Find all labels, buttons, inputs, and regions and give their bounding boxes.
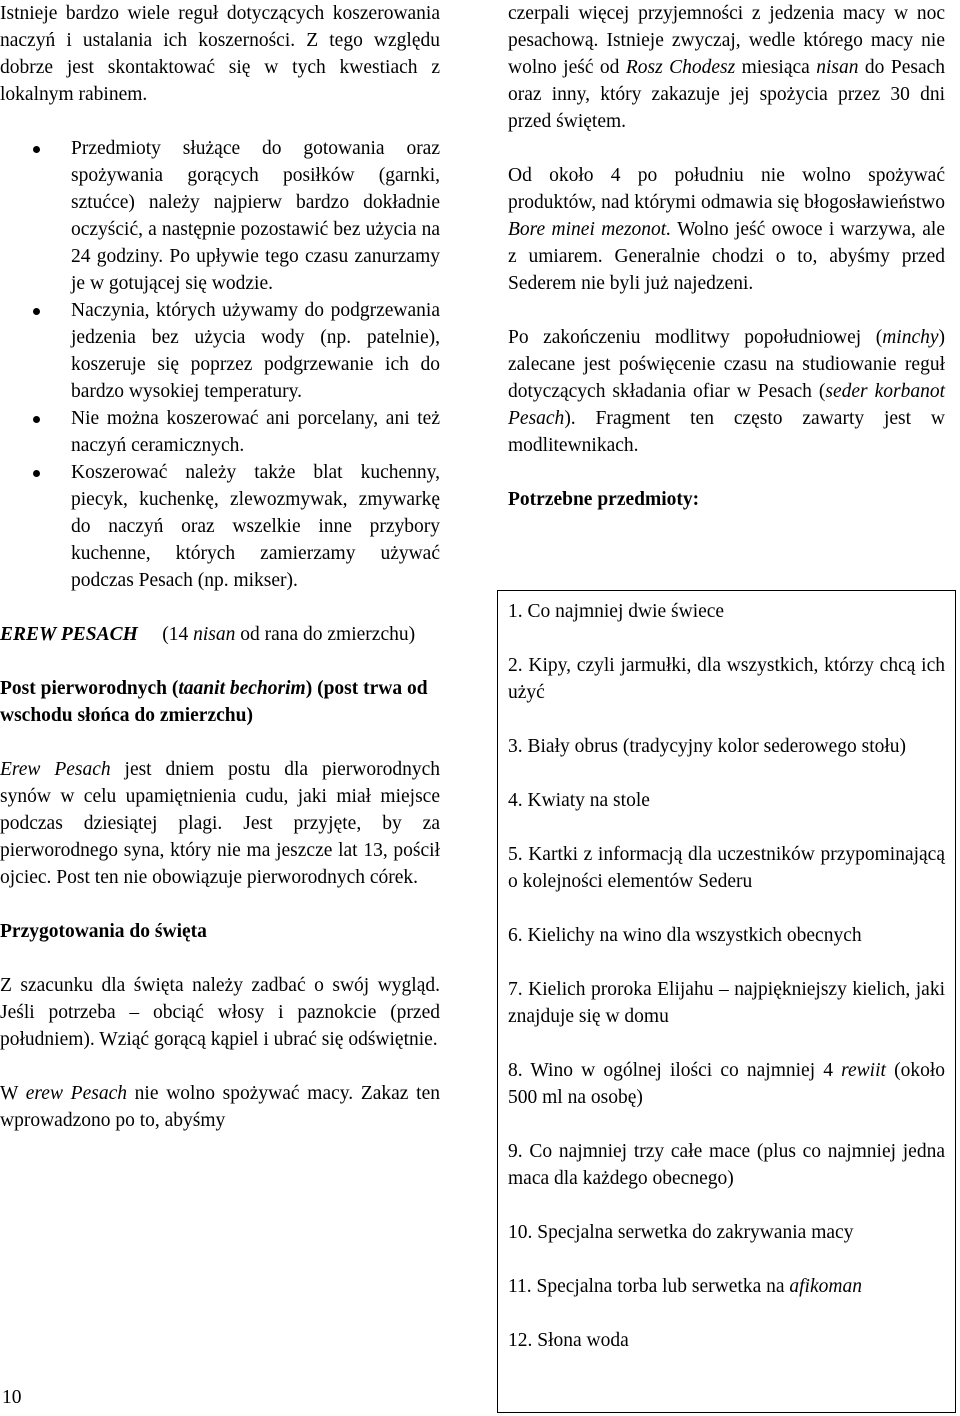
erew-sub-a: (14 — [162, 624, 194, 645]
erew-sub-b: od rana do zmierzchu) — [235, 624, 416, 645]
list-item: 1. Co najmniej dwie świece — [508, 601, 725, 622]
list-item: 3. Biały obrus (tradycyjny kolor sederowego stołu) — [508, 736, 907, 757]
list-item: Koszerować należy także blat kuchenny, piecyk, kuchenkę, zlewozmywak, zmywarkę do naczyń oraz wszelkie inne przybory kuchenne, których zamierzamy używać podczas Pesach (np. mikser). — [0, 459, 440, 594]
post-heading: Post pierworodnych (taanit bechorim) (post trwa od wschodu słońca do zmierzchu) — [0, 678, 428, 726]
needed-items-list — [508, 598, 945, 1354]
list-item: 2. Kipy, czyli jarmułki, dla wszystkich, którzy chcą ich użyć — [508, 655, 945, 703]
list-item: 4. Kwiaty na stole — [508, 790, 650, 811]
list-item: 6. Kielichy na wino dla wszystkich obecnych — [508, 925, 862, 946]
prep-paragraph: Z szacunku dla święta należy zadbać o swój wygląd. Jeśli potrzeba – obciąć włosy i paznokcie (przed południem). Wziąć gorącą kąpiel i ubrać się odświętnie. — [0, 975, 440, 1050]
list-item: 11. Specjalna torba lub serwetka na afikoman — [508, 1276, 862, 1297]
list-item: 12. Słona woda — [508, 1330, 629, 1351]
prayer-paragraph: Po zakończeniu modlitwy popołudniowej (minchy) zalecane jest poświęcenie czasu na studiowanie reguł dotyczących składania ofiar w Pesach (seder korbanot Pesach). Fragment ten często zawarty jest w modlitewnikach. — [508, 327, 945, 456]
page-number: 10 — [2, 1387, 22, 1408]
left-column — [0, 0, 440, 1134]
intro-paragraph: Istnieje bardzo wiele reguł dotyczących koszerowania naczyń i ustalania ich koszerności. Z tego względu dobrze jest skontaktować się w tych kwestiach z lokalnym rabinem. — [0, 3, 440, 105]
list-item: 9. Co najmniej trzy całe mace (plus co najmniej jedna maca dla każdego obecnego) — [508, 1141, 945, 1189]
afternoon-paragraph: Od około 4 po południu nie wolno spożywać produktów, nad którymi odmawia się błogosławieństwo Bore minei mezonot. Wolno jeść owoce i warzywa, ale z umiarem. Generalnie chodzi o to, abyśmy przed Sederem nie byli już najedzeni. — [508, 165, 945, 294]
post-paragraph: Erew Pesach jest dniem postu dla pierworodnych synów w celu upamiętnienia cudu, jaki miał miejsce podczas dziesiątej plagi. Jest przyjęte, by za pierworodnego syna, który nie ma jeszcze lat 13, pościł ojciec. Post ten nie obowiązuje pierworodnych córek. — [0, 759, 441, 888]
erew-heading: EREW PESACH — [0, 624, 138, 645]
right-column — [508, 0, 945, 513]
list-item: Przedmioty służące do gotowania oraz spożywania gorących posiłków (garnki, sztućce) należy najpierw bardzo dokładnie oczyścić, a następnie pozostawić bez użycia na 24 godziny. Po upływie tego czasu zanurzamy je w gotującej się wodzie. — [0, 135, 440, 297]
list-item: 5. Kartki z informacją dla uczestników przypominającą o kolejności elementów Sederu — [508, 844, 945, 892]
list-item: 7. Kielich proroka Elijahu – najpiękniejszy kielich, jaki znajduje się w domu — [508, 979, 945, 1027]
list-item: Naczynia, których używamy do podgrzewania jedzenia bez użycia wody (np. patelnie), koszeruje się poprzez podgrzewanie ich do bardzo wysokiej temperatury. — [0, 297, 440, 405]
koszer-rules-list — [0, 135, 440, 594]
list-item: 10. Specjalna serwetka do zakrywania macy — [508, 1222, 854, 1243]
erew-heading-line — [0, 621, 440, 648]
matza-paragraph: W erew Pesach nie wolno spożywać macy. Zakaz ten wprowadzono po to, abyśmy — [0, 1083, 440, 1131]
matza-continuation: czerpali więcej przyjemności z jedzenia macy w noc pesachową. Istnieje zwyczaj, wedle którego macy nie wolno jeść od Rosz Chodesz miesiąca nisan do Pesach oraz inny, który zakazuje jej spożycia przez 30 dni przed świętem. — [508, 3, 946, 132]
list-item: 8. Wino w ogólnej ilości co najmniej 4 rewiit (około 500 ml na osobę) — [508, 1060, 945, 1108]
list-item: Nie można koszerować ani porcelany, ani też naczyń ceramicznych. — [0, 405, 440, 459]
erew-sub-nisan: nisan — [193, 624, 236, 645]
prep-heading: Przygotowania do święta — [0, 921, 207, 942]
needed-heading: Potrzebne przedmioty: — [508, 489, 700, 510]
